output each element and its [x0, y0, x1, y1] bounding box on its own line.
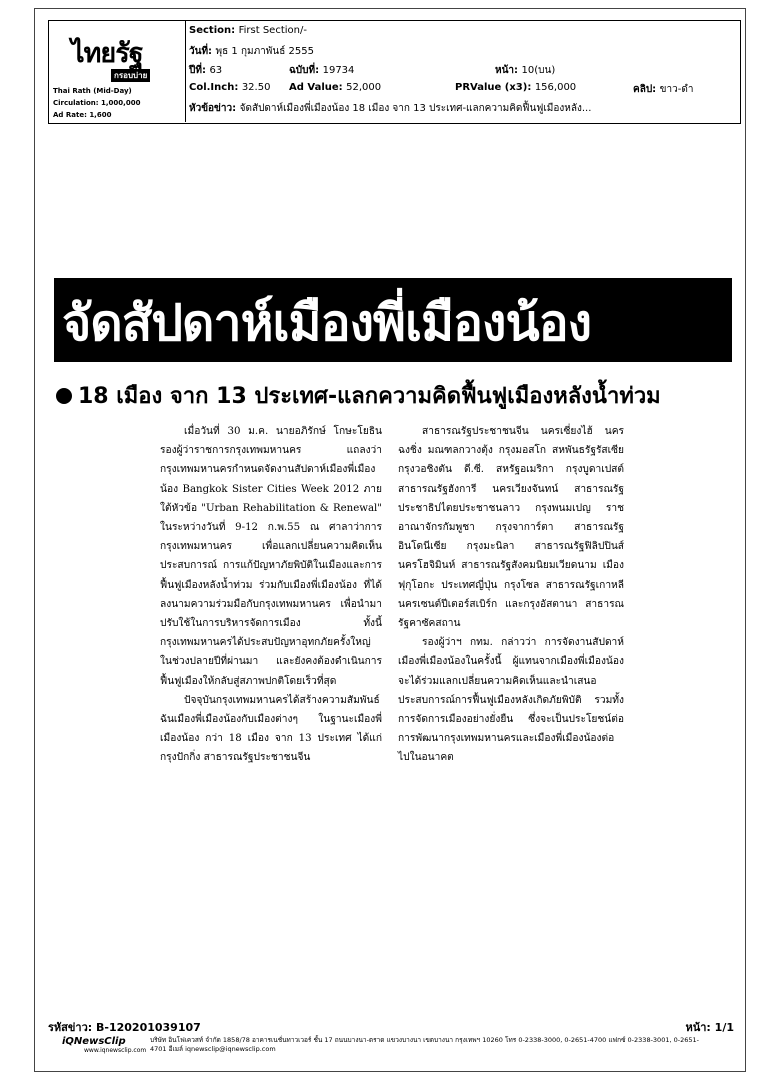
newspaper-logo: ไทยรัฐ: [71, 38, 143, 69]
clip-type-value: ขาว-ดำ: [659, 84, 694, 95]
article-column-right: [398, 422, 624, 768]
page-counter-value: 1/1: [714, 1021, 734, 1034]
advalue-row: Ad Value: 52,000: [289, 82, 382, 93]
article-paragraph: เมื่อวันที่ 30 ม.ค. นายอภิรักษ์ โกษะโยธิน รองผู้ว่าราชการกรุงเทพมหานคร แถลงว่า กรุงเทพมหานครกำหนดจัดงานสัปดาห์เมืองพี่เมืองน้อง Bangkok Sister Cities Week 2012 ภายใต้หัวข้อ "Urban Rehabilitation & Renewal" ในระหว่างวันที่ 9-12 ก.พ.55 ณ ศาลาว่าการกรุงเทพมหานคร เพื่อแลกเปลี่ยนความคิดเห็น ประสบการณ์ การแก้ปัญหาภัยพิบัติในเมืองและการฟื้นฟูเมืองหลังน้ำท่วม ร่วมกับเมืองพี่เมืองน้อง ที่ได้ลงนามความร่วมมือกับกรุงเทพมหานคร เพื่อนำมาปรับใช้ในการบริหารจัดการเมือง ทั้งนี้ กรุงเทพมหานครได้ประสบปัญหาอุทกภัยครั้งใหญ่ในช่วงปลายปีที่ผ่านมา และยังคงต้องดำเนินการฟื้นฟูเมืองให้กลับสู่สภาพปกติโดยเร็วที่สุด: [160, 426, 382, 687]
headline-text: จัดสัปดาห์เมืองพี่เมืองน้อง: [62, 294, 592, 352]
article-paragraph: รองผู้ว่าฯ กทม. กล่าวว่า การจัดงานสัปดาห์เมืองพี่เมืองน้องในครั้งนี้ ผู้แทนจากเมืองพี่เมืองน้องจะได้ร่วมแลกเปลี่ยนความคิดเห็นและนำเสนอประสบการณ์การฟื้นฟูเมืองหลังเกิดภัยพิบัติ รวมทั้งการจัดการเมืองอย่างยั่งยืน ซึ่งจะเป็นประโยชน์ต่อการพัฒนากรุงเทพมหานครและเมืองพี่เมืองน้องต่อไปในอนาคต: [398, 637, 624, 764]
section-value: First Section/-: [238, 25, 307, 36]
news-code: รหัสข่าว: B-120201039107: [48, 1021, 201, 1034]
publication-name: Thai Rath (Mid-Day): [53, 87, 132, 95]
news-code-value: B-120201039107: [96, 1021, 201, 1034]
page-counter: หน้า: 1/1: [685, 1021, 734, 1034]
edition-label: กรอบบ่าย: [111, 69, 150, 82]
issue-row: ฉบับที่: 19734: [289, 65, 355, 76]
date-value: พุธ 1 กุมภาพันธ์ 2555: [215, 46, 314, 57]
article-paragraph: สาธารณรัฐประชาชนจีน นครเซี่ยงไฮ้ นครฉงชิ่ง มณฑลกวางตุ้ง กรุงมอสโก สหพันธรัฐรัสเซีย กรุงวอชิงตัน ดี.ซี. สหรัฐอเมริกา กรุงบูดาเปสต์ สาธารณรัฐฮังการี นครเวียงจันทน์ สาธารณรัฐประชาธิปไตยประชาชนลาว กรุงพนมเปญ ราชอาณาจักรกัมพูชา กรุงจาการ์ตา สาธารณรัฐอินโดนีเซีย กรุงมะนิลา สาธารณรัฐฟิลิปปินส์ นครโฮจิมินห์ สาธารณรัฐสังคมนิยมเวียดนาม เมืองฟุกุโอกะ ประเทศญี่ปุ่น กรุงโซล สาธารณรัฐเกาหลี นครเซนต์ปีเตอร์สเบิร์ก และกรุงอัสตานา สาธารณรัฐคาซัคสถาน: [398, 426, 624, 630]
prvalue-value: 156,000: [534, 82, 577, 93]
year-value: 63: [209, 65, 223, 76]
article-subhead: [56, 378, 736, 413]
newspaper-logo-box: [49, 21, 186, 122]
subhead-text: 18 เมือง จาก 13 ประเทศ-แลกความคิดฟื้นฟูเมืองหลังน้ำท่วม: [78, 384, 661, 409]
brand-url: www.iqnewsclip.com: [84, 1047, 147, 1054]
year-row: ปีที่: 63: [189, 65, 223, 76]
clip-header: [48, 20, 741, 124]
colinch-row: Col.Inch: 32.50: [189, 82, 271, 93]
page-row: หน้า: 10(บน): [495, 65, 556, 76]
colinch-value: 32.50: [241, 82, 271, 93]
date-row: วันที่: พุธ 1 กุมภาพันธ์ 2555: [189, 46, 314, 57]
clip-type-row: คลิป: ขาว-ดำ: [633, 84, 694, 95]
prvalue-row: PRValue (x3): 156,000: [455, 82, 577, 93]
circulation-value: 1,000,000: [101, 99, 141, 107]
ad-rate-line: Ad Rate: 1,600: [53, 111, 112, 119]
article-column-left: [160, 422, 382, 768]
article-paragraph: ปัจจุบันกรุงเทพมหานครได้สร้างความสัมพันธ์ฉันเมืองพี่เมืองน้องกับเมืองต่างๆ ในฐานะเมืองพี่เมืองน้อง กว่า 18 เมือง จาก 13 ประเทศ ได้แก่ กรุงปักกิ่ง สาธารณรัฐประชาชนจีน: [160, 694, 382, 764]
issue-value: 19734: [322, 65, 355, 76]
company-address: บริษัท อินโฟเควสท์ จำกัด 1858/78 อาคารเนชั่นทาวเวอร์ ชั้น 17 ถนนบางนา-ตราด แขวงบางนา เขตบางนา กรุงเทพฯ 10260 โทร 0-2338-3000, 0-2651-4700 แฟกซ์ 0-2338-3001, 0-2651-4701 อีเมล์ iqnewsclip@iqnewsclip.com: [150, 1036, 699, 1053]
circulation-line: Circulation: 1,000,000: [53, 99, 141, 107]
brand-name: iQNewsClip: [62, 1036, 126, 1047]
clip-metadata: [189, 23, 736, 121]
section-row: Section: First Section/-: [189, 25, 307, 36]
page-value: 10(บน): [521, 65, 556, 76]
ad-rate-value: 1,600: [89, 111, 112, 119]
title-value: จัดสัปดาห์เมืองพี่เมืองน้อง 18 เมือง จาก 13 ประเทศ-แลกความคิดฟื้นฟูเมืองหลัง...: [239, 103, 592, 114]
article-headline: [54, 278, 732, 362]
advalue-value: 52,000: [346, 82, 382, 93]
title-row: หัวข้อข่าว: จัดสัปดาห์เมืองพี่เมืองน้อง 18 เมือง จาก 13 ประเทศ-แลกความคิดฟื้นฟูเมืองหลัง...: [189, 103, 592, 114]
bullet-icon: [56, 388, 72, 404]
iqnewsclip-logo: [62, 1036, 146, 1054]
page-frame: [34, 8, 746, 1072]
